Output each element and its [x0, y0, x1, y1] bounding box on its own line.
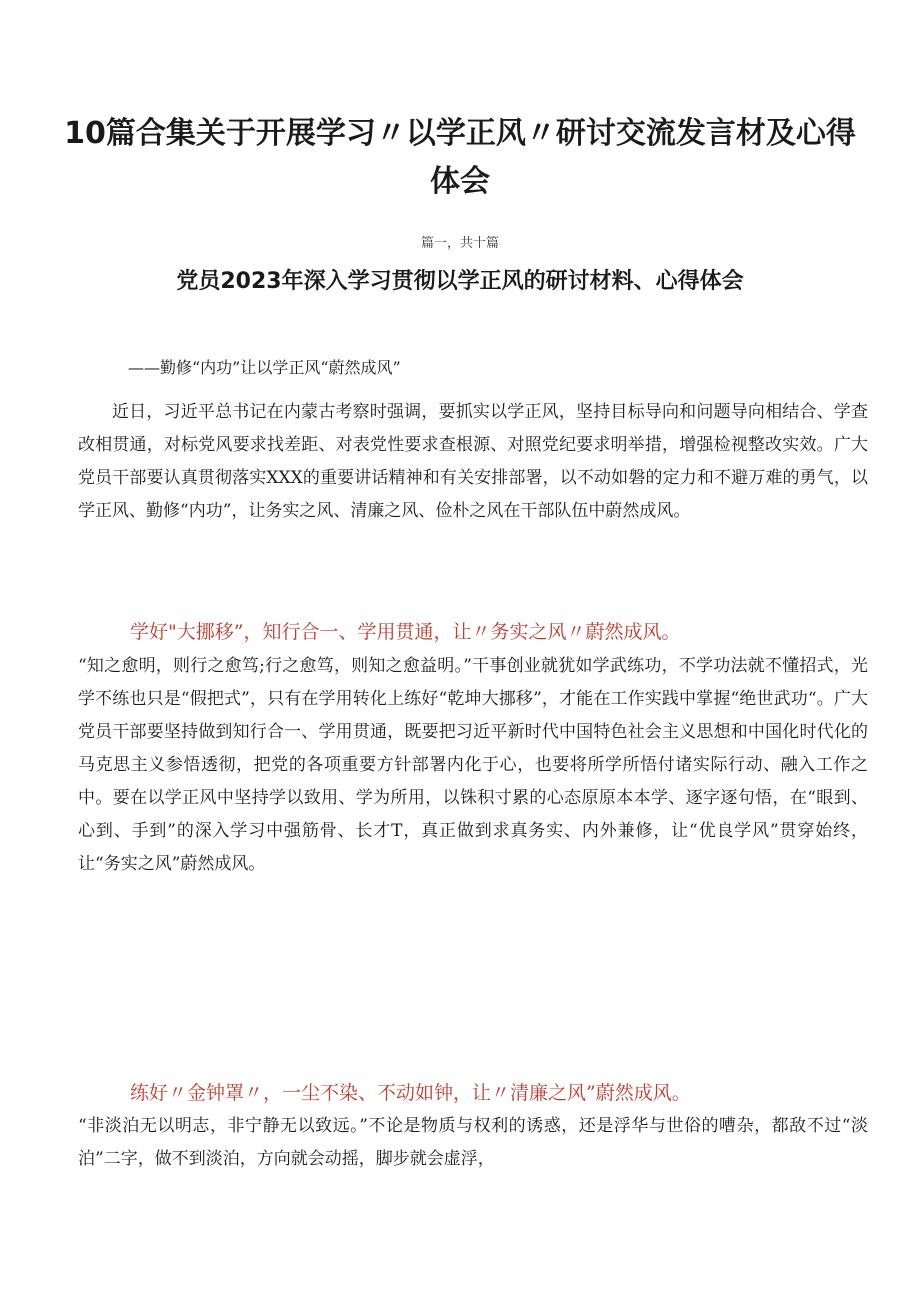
document-title: 10篇合集关于开展学习〃以学正风〃研讨交流发言材及心得体会: [64, 116, 856, 199]
part-label: 篇一，共十篇: [420, 236, 499, 251]
red-heading-2: 练好〃金钟罩〃，一尘不染、不动如钟，让〃清廉之风”蔚然成风。: [130, 1082, 691, 1104]
paragraph-body-1: “知之愈明，则行之愈笃;行之愈笃，则知之愈益明。”干事创业就犹如学武练功，不学功法就不懂招式，光学不练也只是“假把式”，只有在学用转化上练好“乾坤大挪移”，才能在工作实践中掌握“绝世武功“。广大党员干部要坚持做到知行合一、学用贯通，既要把习近平新时代中国特色社会主义思想和中国化时代化的马克思主义参悟透彻，把党的各项重要方针部署内化于心，也要将所学所悟付诸实际行动、融入工作之中。要在以学正风中坚持学以致用、学为所用，以铢积寸累的心态原原本本学、逐字逐句悟，在“眼到、心到、手到”的深入学习中强筋骨、长才T，真正做到求真务实、内外兼修，让“优良学风”贯穿始终，让“务实之风”蔚然成风。: [78, 656, 868, 874]
paragraph-intro: 近日，习近平总书记在内蒙古考察时强调，要抓实以学正风，坚持目标导向和问题导向相结合、学查改相贯通，对标党风要求找差距、对表党性要求查根源、对照党纪要求明举措，增强检视整改实效。广大党员干部要认真贯彻落实XXX的重要讲话精神和有关安排部署，以不动如磐的定力和不避万难的勇气，以学正风、勤修“内功”，让务实之风、清廉之风、俭朴之风在干部队伍中蔚然成风。: [78, 402, 868, 521]
paragraph-body-2: “非淡泊无以明志，非宁静无以致远。”不论是物质与权利的诱惑，还是浮华与世俗的嘈杂，都敌不过“淡泊”二字，做不到淡泊，方向就会动摇，脚步就会虚浮，: [78, 1116, 868, 1169]
section-title: 党员2023年深入学习贯彻以学正风的研讨材料、心得体会: [176, 269, 744, 294]
red-heading-1: 学好"大挪移”，知行合一、学用贯通，让〃务实之风〃蔚然成风。: [130, 621, 681, 643]
byline: ——勤修“内功”让以学正风“蔚然成风”: [128, 358, 401, 377]
